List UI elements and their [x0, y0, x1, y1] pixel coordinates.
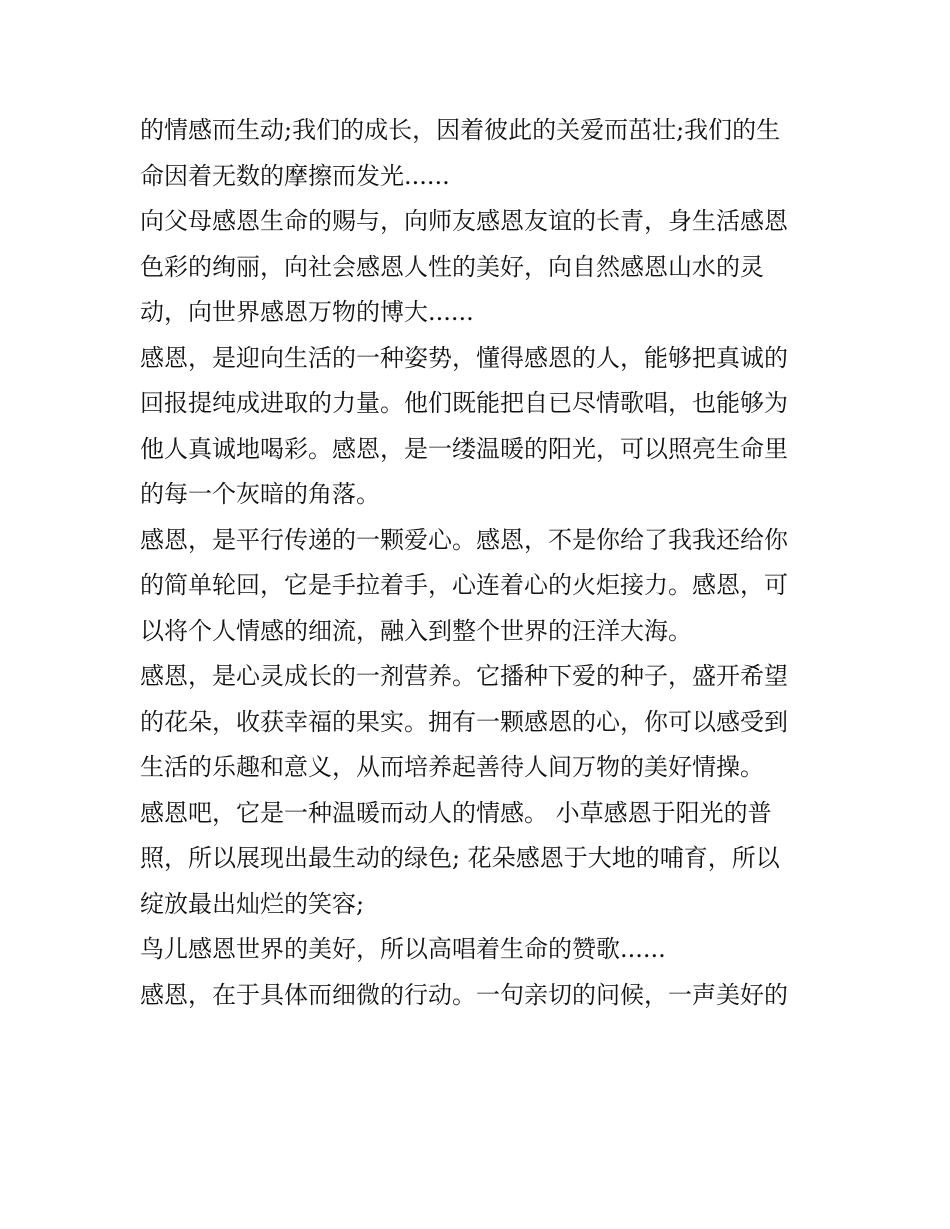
text-line: 的简单轮回，它是手拉着手，心连着心的火炬接力。感恩，可	[140, 571, 788, 599]
text-line: 的情感而生动;我们的成长，因着彼此的关爱而茁壮;我们的生	[140, 116, 781, 144]
text-line: 的每一个灰暗的角落。	[140, 480, 380, 508]
paragraph-2	[140, 199, 815, 336]
text-line: 他人真诚地喝彩。感恩，是一缕温暖的阳光，可以照亮生命里	[140, 434, 788, 463]
text-line: 以将个人情感的细流，融入到整个世界的汪洋大海。	[140, 616, 692, 645]
text-line: 回报提纯成进取的力量。他们既能把自已尽情歌唱，也能够为	[140, 389, 788, 417]
paragraph-6	[140, 791, 815, 928]
text-line: 动，向世界感恩万物的博大......	[140, 298, 474, 326]
text-line: 鸟儿感恩世界的美好，所以高唱着生命的赞歌......	[140, 935, 666, 963]
paragraph-3	[140, 336, 815, 518]
text-line: 绽放最出灿烂的笑容;	[140, 889, 365, 918]
paragraph-7	[140, 927, 815, 973]
document-body	[140, 108, 815, 1018]
text-line: 命因着无数的摩擦而发光......	[140, 161, 450, 190]
text-line: 向父母感恩生命的赐与，向师友感恩友谊的长青，身生活感恩	[140, 207, 788, 235]
text-line: 的花朵，收获幸福的果实。拥有一颗感恩的心，你可以感受到	[140, 707, 788, 736]
text-line: 色彩的绚丽，向社会感恩人性的美好，向自然感恩山水的灵	[140, 252, 764, 281]
text-line: 感恩吧，它是一种温暖而动人的情感。 小草感恩于阳光的普	[140, 798, 772, 827]
text-line: 感恩，在于具体而细微的行动。一句亲切的问候，一声美好的	[140, 980, 788, 1009]
paragraph-4	[140, 518, 815, 655]
paragraph-8	[140, 973, 815, 1019]
paragraph-5	[140, 654, 815, 791]
text-line: 感恩，是心灵成长的一剂营养。它播种下爱的种子，盛开希望	[140, 662, 788, 690]
paragraph-1	[140, 108, 815, 199]
text-line: 照，所以展现出最生动的绿色; 花朵感恩于大地的哺育，所以	[140, 844, 780, 872]
text-line: 生活的乐趣和意义，从而培养起善待人间万物的美好情操。	[140, 753, 764, 781]
text-line: 感恩，是平行传递的一颗爱心。感恩，不是你给了我我还给你	[140, 525, 788, 554]
text-line: 感恩，是迎向生活的一种姿势，懂得感恩的人，能够把真诚的	[140, 343, 788, 372]
